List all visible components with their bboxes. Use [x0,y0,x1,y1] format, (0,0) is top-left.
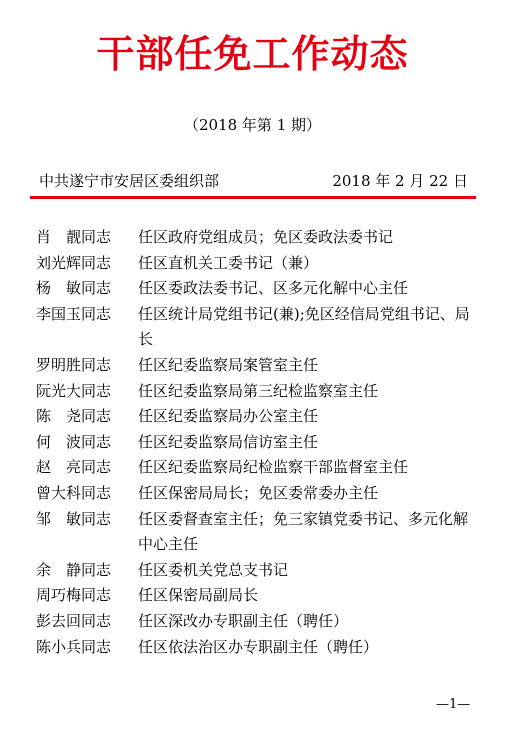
appointment-entry [36,379,481,405]
issue-number: （2018 年第 1 期） [183,116,322,134]
appointment-entry [36,455,481,481]
person-name: 肖 靓同志 [36,228,112,246]
person-name: 杨 敏同志 [36,279,112,298]
person-name: 李国玉同志 [36,304,112,323]
appointment-action: 任区纪委监察局第三纪检监察室主任 [138,381,379,400]
appointment-list [36,225,481,660]
person-name: 曾大科同志 [36,483,112,502]
appointment-entry [36,558,481,584]
issuing-organization: 中共遂宁市安居区委组织部 [39,172,220,190]
person-name: 余 静同志 [36,560,112,579]
person-name: 赵 亮同志 [36,458,112,477]
appointment-action: 任区政府党组成员；免区委政法委书记 [138,228,394,246]
appointment-action: 任区纪委监察局办公室主任 [138,407,319,426]
person-name: 彭去回同志 [36,611,112,630]
person-name: 陈小兵同志 [36,637,112,656]
person-name: 阮光大同志 [36,381,112,400]
person-name: 何 波同志 [36,432,112,451]
appointment-entry [36,353,481,379]
person-name: 陈 尧同志 [36,407,112,426]
appointment-entry [36,302,481,353]
appointment-action: 任区统计局党组书记(兼);免区经信局党组书记、局长 [138,304,470,349]
person-name: 邹 敏同志 [36,509,112,528]
person-name: 周巧梅同志 [36,586,112,605]
appointment-action: 任区委督查室主任；免三家镇党委书记、多元化解中心主任 [138,509,469,554]
appointment-action: 任区委政法委书记、区多元化解中心主任 [138,279,409,298]
appointment-action: 任区保密局副局长 [138,586,259,605]
appointment-action: 任区纪委监察局案管室主任 [138,355,319,374]
appointment-action: 任区纪委监察局纪检监察干部监督室主任 [138,458,409,477]
person-name: 罗明胜同志 [36,355,112,374]
appointment-entry [36,481,481,507]
appointment-entry [36,276,481,302]
appointment-entry [36,583,481,609]
appointment-action: 任区直机关工委书记（兼） [138,253,319,272]
appointment-entry [36,225,481,251]
page-number: —1— [436,697,471,712]
appointment-entry [36,251,481,277]
appointment-action: 任区纪委监察局信访室主任 [138,432,319,451]
red-divider-line [30,196,476,199]
appointment-action: 任区依法治区办专职副主任（聘任） [138,637,379,656]
appointment-entry [36,609,481,635]
appointment-action: 任区深改办专职副主任（聘任） [138,611,349,630]
issue-date: 2018 年 2 月 22 日 [332,172,468,190]
appointment-entry [36,430,481,456]
person-name: 刘光辉同志 [36,253,112,272]
appointment-entry [36,507,481,558]
appointment-action: 任区保密局局长；免区委常委办主任 [138,483,379,502]
document-title: 干部任免工作动态 [96,31,409,76]
appointment-entry [36,635,481,661]
appointment-action: 任区委机关党总支书记 [138,560,289,579]
appointment-entry [36,404,481,430]
